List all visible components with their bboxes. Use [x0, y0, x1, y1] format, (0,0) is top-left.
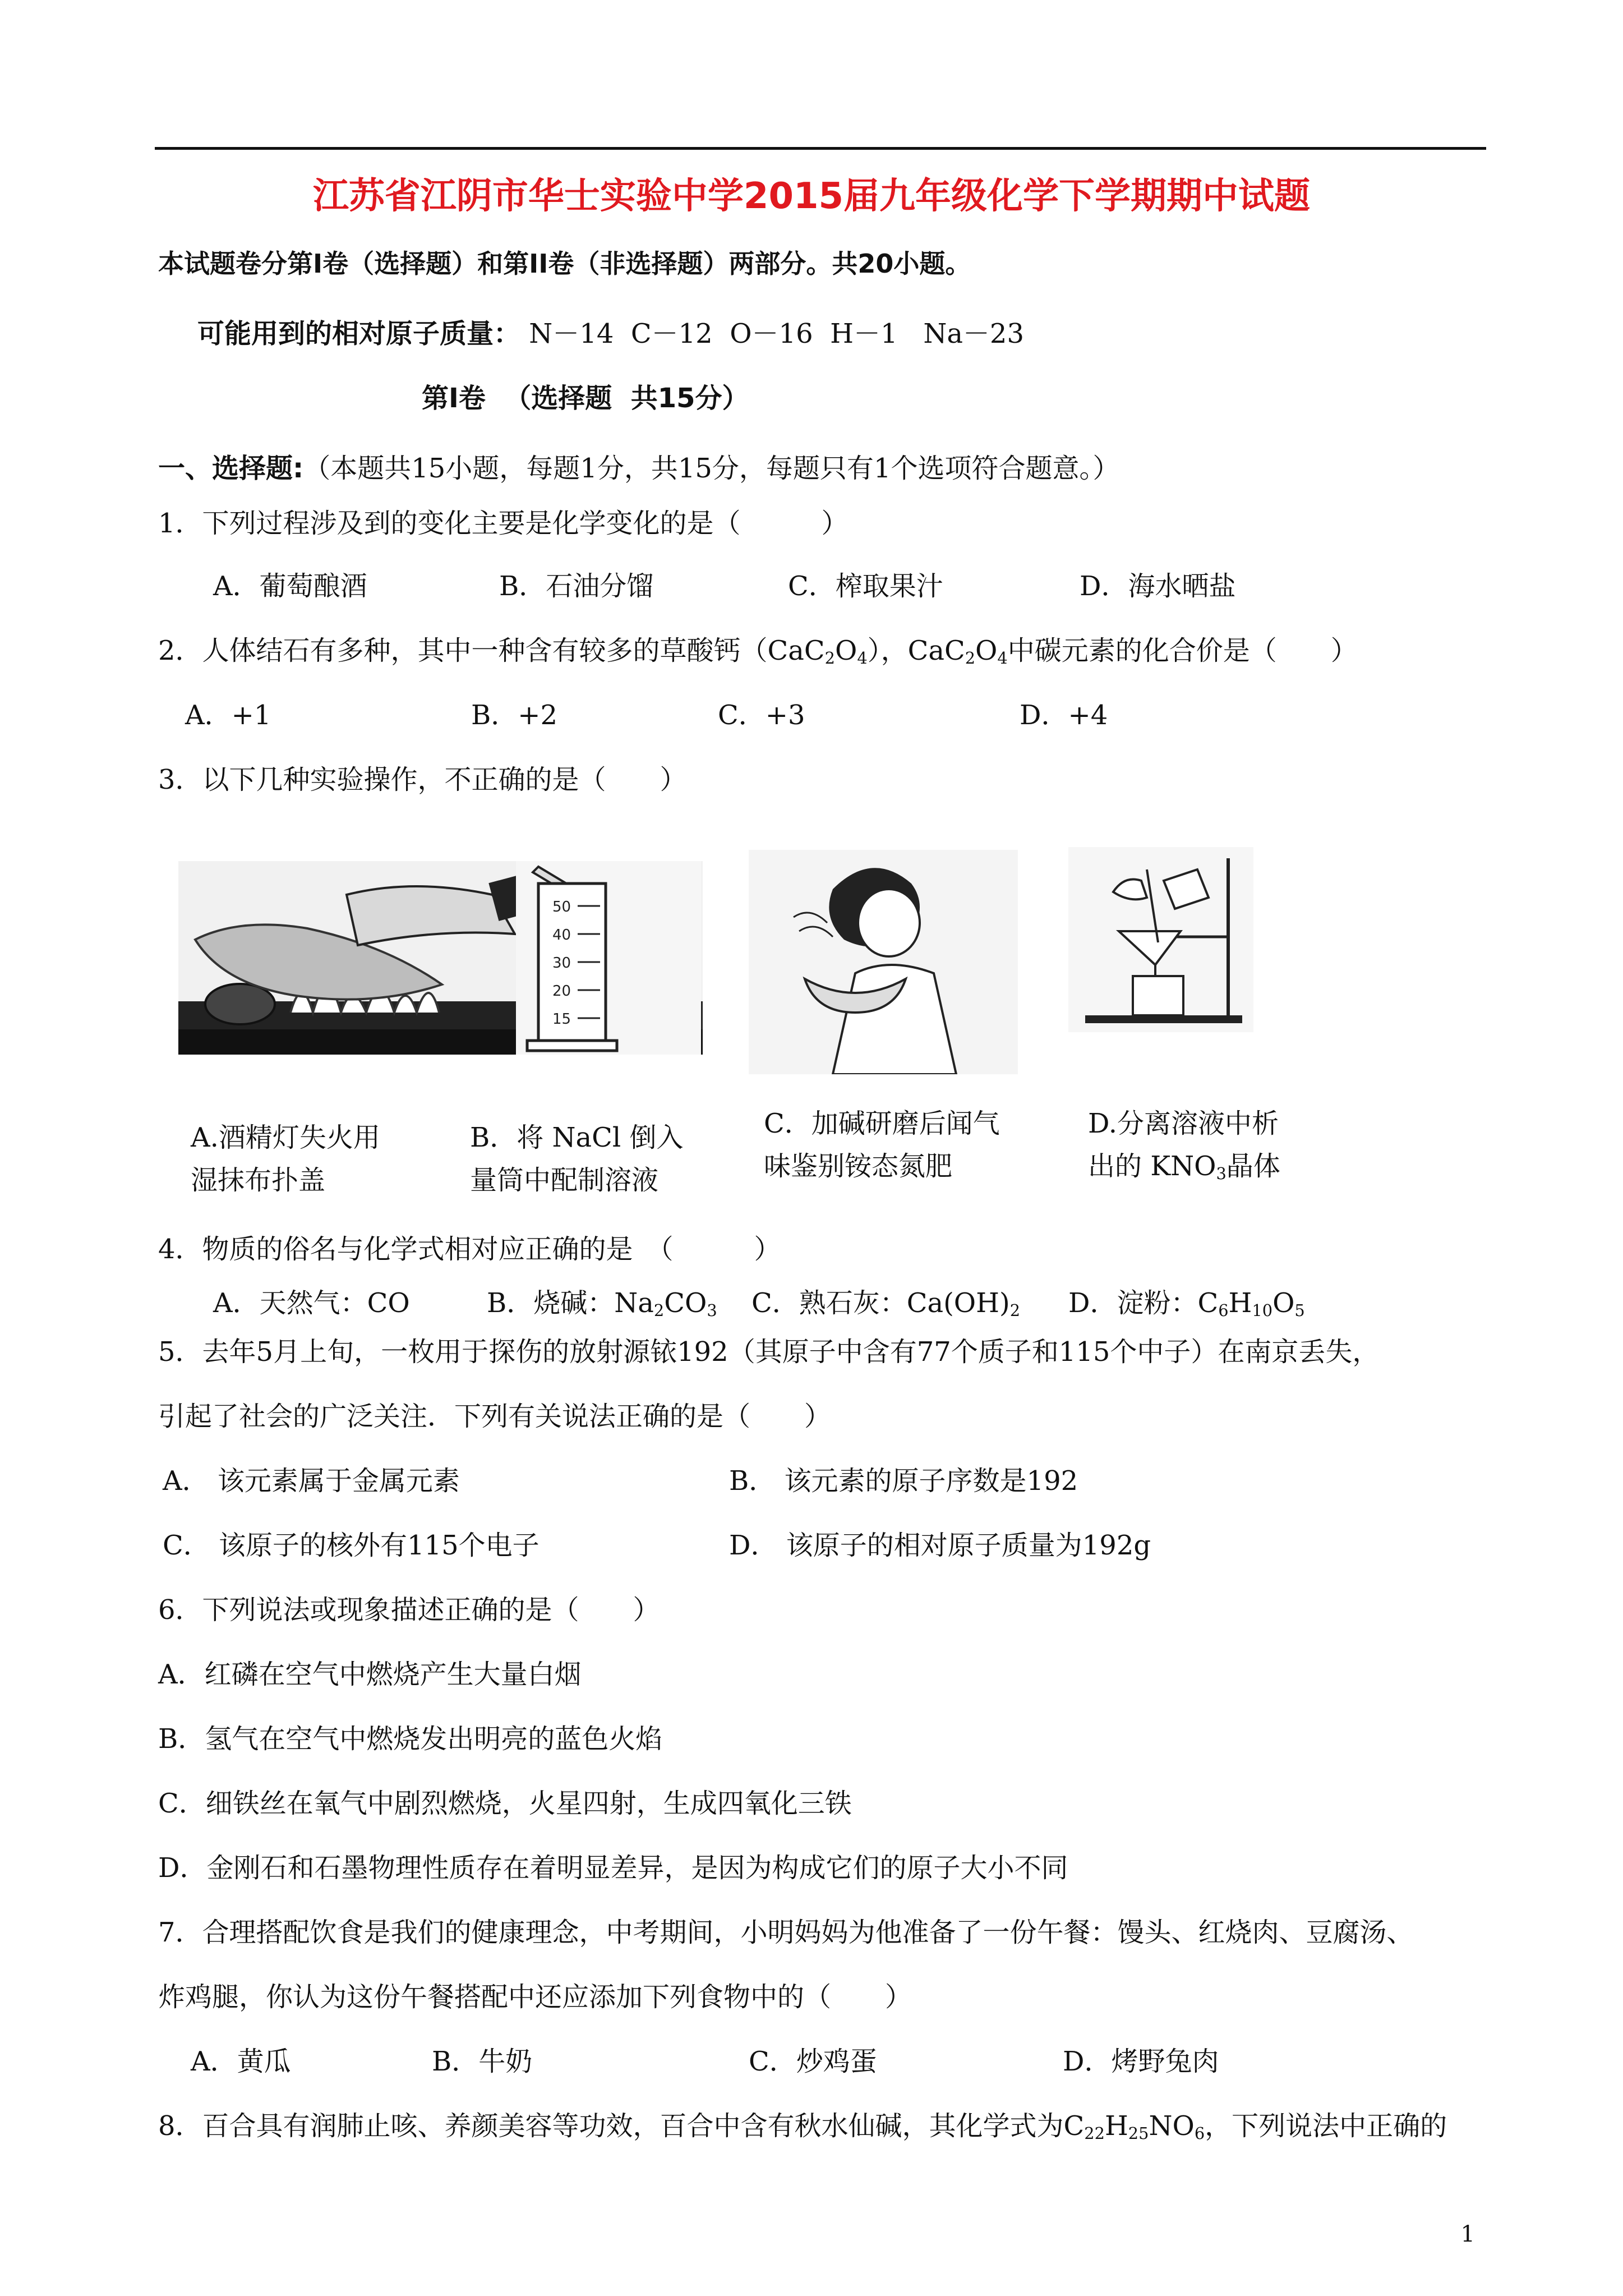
q3-option-c	[764, 1102, 1000, 1188]
header-rule	[155, 147, 1486, 150]
part1-heading	[158, 449, 1119, 488]
q2-option-c: C．+3	[718, 700, 805, 731]
q4-option-c	[751, 1283, 1020, 1330]
q2-sub: 2	[965, 648, 976, 668]
q5-stem-line1: 5．去年5月上旬，一枚用于探伤的放射源铱192（其原子中含有77个质子和115个中子）在南京丢失，	[158, 1336, 1380, 1368]
q6-option-b: B．氢气在空气中燃烧发出明亮的蓝色火焰	[158, 1723, 663, 1755]
q4-b-sub: 3	[707, 1301, 717, 1320]
q7-option-a: A．黄瓜	[191, 2046, 291, 2077]
q3-option-d-line1: D.分离溶液中析	[1088, 1108, 1279, 1139]
q3-stem: 3．以下几种实验操作，不正确的是（ ）	[158, 764, 687, 795]
q8-stem-part: ，下列说法中正确的	[1205, 2110, 1447, 2142]
q4-b-sub: 2	[653, 1301, 665, 1320]
q7-stem-line2: 炸鸡腿，你认为这份午餐搭配中还应添加下列食物中的（ ）	[158, 1981, 912, 2013]
q3-d-part: 晶体	[1226, 1151, 1280, 1182]
q2-stem-part: ），CaC	[867, 635, 965, 666]
intro-text: 本试题卷分第Ⅰ卷（选择题）和第II卷（非选择题）两部分。共20小题。	[158, 249, 971, 279]
page-number: 1	[1460, 2221, 1475, 2247]
cylinder-tick-label: 20	[552, 983, 571, 1000]
q8-stem-part: 8．百合具有润肺止咳、养颜美容等功效，百合中含有秋水仙碱，其化学式为C	[158, 2110, 1085, 2142]
section-header: 第Ⅰ卷 （选择题 共15分）	[422, 383, 749, 414]
q8-stem	[158, 2106, 1447, 2153]
q8-sub: 22	[1084, 2124, 1105, 2143]
q1-option-d: D．海水晒盐	[1080, 570, 1236, 602]
figure-measuring-cylinder	[516, 861, 701, 1055]
q3-option-b	[470, 1116, 684, 1202]
q2-sub: 4	[857, 648, 868, 668]
atomic-mass-values: N－14 C－12 O－16 H－1 Na－23	[529, 318, 1025, 349]
q7-option-c: C．炒鸡蛋	[749, 2046, 877, 2077]
q4-d-sub: 5	[1294, 1301, 1305, 1320]
exam-title: 江苏省江阴市华士实验中学2015届九年级化学下学期期中试题	[312, 176, 1311, 217]
q4-d-part: H	[1228, 1287, 1252, 1319]
q2-option-d: D．+4	[1020, 700, 1108, 731]
q3-d-sub: 3	[1216, 1164, 1227, 1184]
q2-option-b: B．+2	[471, 700, 558, 731]
q1-stem: 1．下列过程涉及到的变化主要是化学变化的是（ ）	[158, 508, 849, 539]
q2-option-a: A．+1	[185, 700, 271, 731]
q5-option-c: C． 该原子的核外有115个电子	[163, 1530, 540, 1561]
q1-option-c: C．榨取果汁	[788, 570, 943, 602]
q5-stem-line2: 引起了社会的广泛关注．下列有关说法正确的是（ ）	[158, 1401, 832, 1432]
q3-option-b-line1: B．将 NaCl 倒入	[470, 1122, 684, 1153]
figure-filtration-setup	[1068, 847, 1253, 1032]
cylinder-tick-label: 50	[552, 899, 571, 915]
q4-stem: 4．物质的俗名与化学式相对应正确的是 （ ）	[158, 1234, 781, 1265]
q2-stem-part: 2．人体结石有多种，其中一种含有较多的草酸钙（CaC	[158, 635, 825, 666]
q7-option-d: D．烤野兔肉	[1063, 2046, 1219, 2077]
q8-sub: 6	[1194, 2124, 1205, 2143]
q2-stem-part: O	[834, 635, 857, 666]
q8-stem-part: NO	[1149, 2110, 1195, 2142]
q4-b-part: B．烧碱：Na	[487, 1287, 654, 1319]
q5-option-b: B． 该元素的原子序数是192	[729, 1465, 1078, 1497]
q3-option-c-line2: 味鉴别铵态氮肥	[764, 1151, 953, 1182]
part1-label: 一、选择题:	[158, 453, 304, 484]
q3-option-d-line2	[1088, 1145, 1280, 1195]
q3-option-c-line1: C．加碱研磨后闻气	[764, 1108, 1000, 1139]
q4-d-sub: 6	[1218, 1301, 1229, 1320]
q4-d-sub: 10	[1252, 1301, 1273, 1320]
q4-c-part: C．熟石灰：Ca(OH)	[751, 1287, 1010, 1319]
q2-sub: 2	[824, 648, 835, 668]
q4-c-sub: 2	[1009, 1301, 1021, 1320]
cylinder-tick-label: 15	[552, 1011, 571, 1028]
q4-option-d	[1068, 1283, 1305, 1330]
cylinder-tick-label: 30	[552, 955, 571, 972]
q5-option-d: D． 该原子的相对原子质量为192g	[729, 1530, 1151, 1561]
q4-d-part: O	[1272, 1287, 1295, 1319]
q6-option-a: A．红磷在空气中燃烧产生大量白烟	[158, 1659, 582, 1690]
cylinder-tick-label: 40	[552, 927, 571, 944]
q6-option-c: C．细铁丝在氧气中剧烈燃烧，火星四射，生成四氧化三铁	[158, 1788, 852, 1819]
q4-b-part: CO	[664, 1287, 707, 1319]
q2-stem-part: 中碳元素的化合价是（ ）	[1007, 635, 1358, 666]
q3-option-d	[1088, 1102, 1280, 1195]
q7-stem-line1: 7．合理搭配饮食是我们的健康理念，中考期间，小明妈妈为他准备了一份午餐：馒头、红烧肉、豆腐汤、	[158, 1917, 1414, 1948]
atomic-mass-line	[197, 314, 1024, 353]
q3-option-a	[191, 1116, 380, 1202]
figure-boy-smelling-mortar	[749, 850, 1018, 1074]
q7-option-b: B．牛奶	[432, 2046, 533, 2077]
q5-option-a: A． 该元素属于金属元素	[163, 1465, 460, 1497]
q4-option-b	[487, 1283, 717, 1330]
q6-stem: 6．下列说法或现象描述正确的是（ ）	[158, 1594, 660, 1626]
q3-option-b-line2: 量筒中配制溶液	[470, 1165, 659, 1196]
q4-d-part: D．淀粉：C	[1068, 1287, 1219, 1319]
q2-stem	[158, 631, 1358, 678]
q8-stem-part: H	[1104, 2110, 1128, 2142]
q8-sub: 25	[1128, 2124, 1149, 2143]
part1-desc: （本题共15小题，每题1分，共15分，每题只有1个选项符合题意。）	[303, 453, 1120, 484]
atomic-mass-label: 可能用到的相对原子质量：	[197, 318, 521, 349]
q1-option-b: B．石油分馏	[499, 570, 654, 602]
q4-option-a: A．天然气：CO	[213, 1287, 410, 1319]
q2-sub: 4	[997, 648, 1008, 668]
q3-d-part: 出的 KNO	[1088, 1151, 1216, 1182]
q2-stem-part: O	[975, 635, 998, 666]
q1-option-a: A．葡萄酿酒	[213, 570, 367, 602]
q3-option-a-line2: 湿抹布扑盖	[191, 1165, 326, 1196]
q3-option-a-line1: A.酒精灯失火用	[191, 1122, 380, 1153]
q6-option-d: D．金刚石和石墨物理性质存在着明显差异，是因为构成它们的原子大小不同	[158, 1852, 1068, 1884]
